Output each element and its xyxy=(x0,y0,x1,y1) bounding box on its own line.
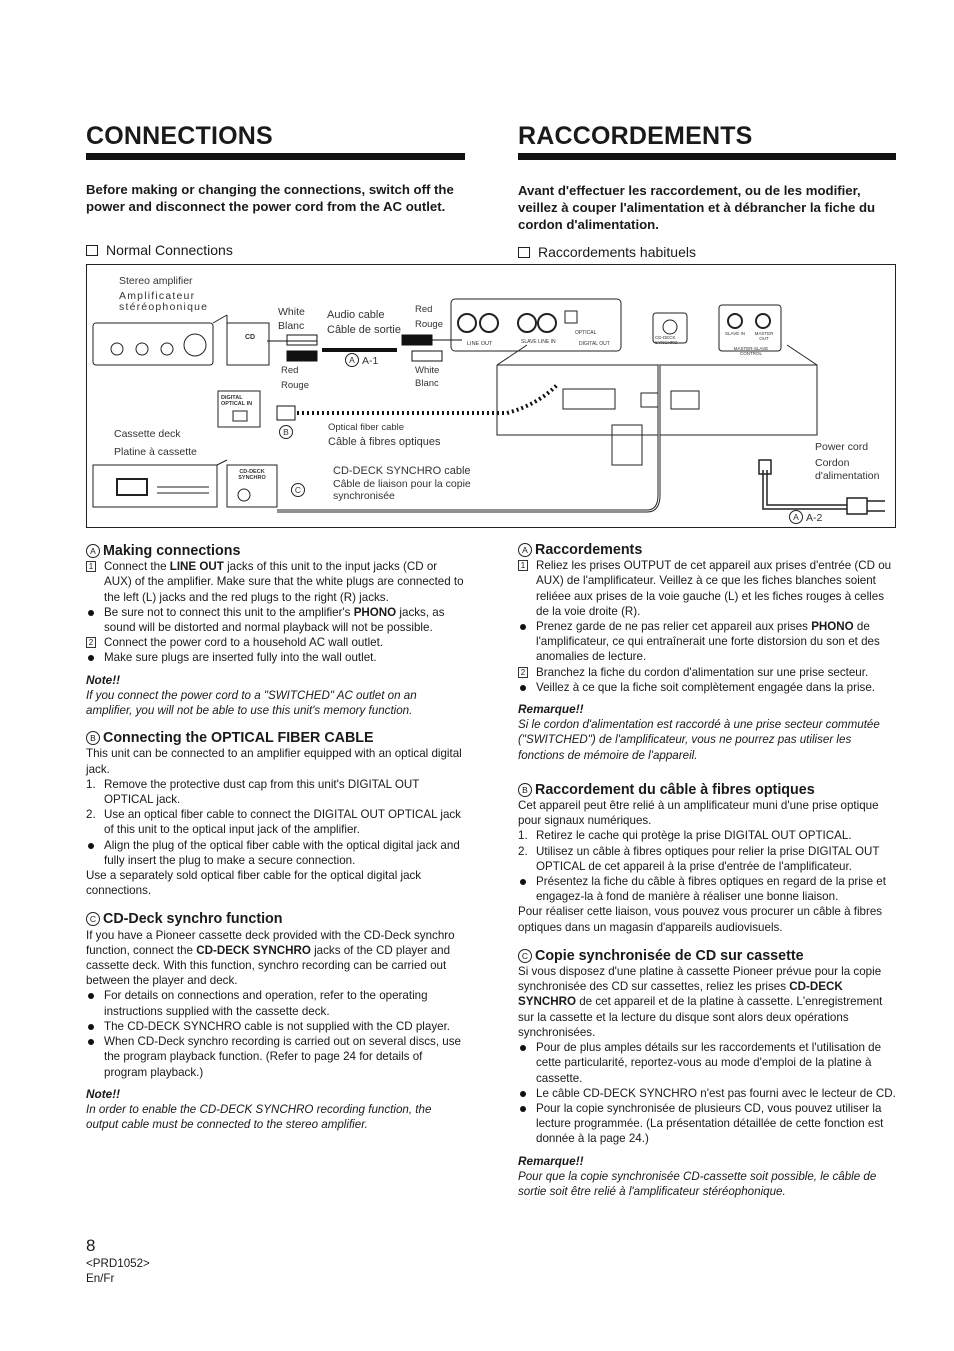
text: Le câble CD-DECK SYNCHRO n'est pas fourni avec le lecteur de CD. xyxy=(536,1086,896,1100)
bullet-icon xyxy=(88,1039,94,1045)
step-number: 1. xyxy=(518,829,528,843)
red-label-fr: Rouge xyxy=(415,319,443,330)
left-sec-a-heading xyxy=(86,544,466,559)
right-subhead xyxy=(518,244,696,260)
power-cord-label-fr: Cordon d'alimentation xyxy=(815,457,880,482)
master-slave-control-label: MASTER-SLAVE CONTROL xyxy=(733,346,769,356)
text: If you have a Pioneer cassette deck provided with the CD-Deck synchro function, connect the xyxy=(86,928,455,957)
list-item xyxy=(518,665,896,680)
emphasis-text: CD-DECK SYNCHRO xyxy=(518,980,843,1009)
left-sec-b-tail: Use a separately sold optical fiber cable for the optical digital jack connections. xyxy=(86,869,422,898)
text: Utilisez un câble à fibres optiques pour relier la prise DIGITAL OUT OPTICAL de cet appareil à la prise d'entrée de l'amplificateur. xyxy=(536,844,880,873)
text: Reliez les prises OUTPUT de cet appareil aux prises d'entrée (CD ou AUX) de l'amplificateur. Veillez à ce que les fiches blanches soient reliéee aux prises de la voie gauche (L) et les fiches rouges à celles de la voie droite (R). xyxy=(536,559,892,618)
white2-label-fr: Blanc xyxy=(415,378,439,389)
right-note-a-heading: Remarque!! xyxy=(518,702,584,717)
bullet-icon xyxy=(88,1024,94,1030)
checkbox-square-icon xyxy=(86,245,98,256)
slave-line-in-label: SLAVE LINE IN xyxy=(521,339,556,345)
cassette-deck-drawing xyxy=(93,460,277,507)
language-tag: En/Fr xyxy=(86,1272,115,1285)
right-note-c-text: Pour que la copie synchronisée CD-cassette soit possible, le câble de sortie soit être relié à l'amplificateur stéréophonique. xyxy=(518,1169,877,1198)
synchro-cable-label-en: CD-DECK SYNCHRO cable xyxy=(333,465,471,477)
right-sec-c-heading xyxy=(518,949,896,964)
step-number-box: 1 xyxy=(518,560,528,571)
right-sec-c-lead xyxy=(518,964,896,1040)
marker-circle: C xyxy=(518,949,532,963)
left-note-c-text: In order to enable the CD-DECK SYNCHRO recording function, the output cable must be connected to the stereo amplifier. xyxy=(86,1102,432,1132)
text: For details on connections and operation, refer to the operating instructions supplied with the cassette deck. xyxy=(104,989,428,1018)
ref-b xyxy=(279,425,296,440)
left-intro: Before making or changing the connections, switch off the power and disconnect the power cord from the AC outlet. xyxy=(86,182,454,214)
amp-label-fr: Amplificateur stéréophonique xyxy=(119,290,209,313)
white2-label-en: White xyxy=(415,365,440,376)
ref-a2-circle: A xyxy=(789,510,803,524)
list-item xyxy=(86,635,466,650)
ref-a2 xyxy=(789,510,822,525)
text: Use an optical fiber cable to connect the DIGITAL OUT OPTICAL jack of this unit to the optical input jack of the amplifier. xyxy=(104,808,461,837)
doc-code: <PRD1052> xyxy=(86,1257,150,1270)
list-item xyxy=(518,874,896,904)
left-sec-a-list xyxy=(86,559,466,665)
text: When CD-Deck synchro recording is carried out on several discs, use the program playback function. (Refer to page 24 for details of program playback.) xyxy=(104,1035,461,1079)
list-item xyxy=(86,559,466,605)
marker-circle: A xyxy=(518,543,532,557)
emphasis-text: LINE OUT xyxy=(169,560,224,574)
right-body xyxy=(518,543,896,1199)
marker-circle: B xyxy=(518,783,532,797)
checkbox-square-icon xyxy=(518,247,530,258)
cddeck-synchro-jack-label: CD-DECK SYNCHRO xyxy=(238,469,266,481)
text: jacks of this unit to the input jacks (CD or AUX) of the amplifier. Make sure that the white plugs are connected to the left (L) jacks and the red plugs to the right (R) jacks. xyxy=(104,560,464,604)
bullet-icon xyxy=(88,843,94,849)
list-item xyxy=(518,844,896,874)
emphasis-text: PHONO xyxy=(811,620,854,634)
stereo-amplifier-drawing xyxy=(93,315,269,365)
bullet-icon xyxy=(88,993,94,999)
cd-jack-label: CD xyxy=(245,334,256,341)
slave-in-label: SLAVE IN xyxy=(725,331,745,336)
list-item xyxy=(518,680,896,695)
digital-out-label: DIGITAL OUT xyxy=(579,341,610,347)
cd-deck-synchro-panel-label: CD-DECK SYNCHRO xyxy=(655,335,678,345)
left-note-a-text: If you connect the power cord to a "SWITCHED" AC outlet on an amplifier, you will not be able to use this unit's memory function. xyxy=(86,688,417,718)
left-subhead-text: Normal Connections xyxy=(106,242,233,258)
list-item xyxy=(518,558,896,619)
right-sec-b-heading xyxy=(518,783,896,798)
list-item xyxy=(518,619,896,665)
left-sec-a-title: Making connections xyxy=(103,543,241,559)
text: The CD-DECK SYNCHRO cable is not supplied with the CD player. xyxy=(104,1019,451,1033)
white-label-fr: Blanc xyxy=(278,320,305,332)
text: Connect the power cord to a household AC wall outlet. xyxy=(104,636,384,650)
list-item xyxy=(86,777,466,807)
list-item xyxy=(518,828,896,843)
step-number-box: 1 xyxy=(86,561,96,572)
red2-label-en: Red xyxy=(281,365,299,376)
left-subhead xyxy=(86,242,233,258)
bullet-icon xyxy=(520,879,526,885)
right-title-rule xyxy=(518,153,896,160)
left-note-c-heading: Note!! xyxy=(86,1086,121,1101)
connection-diagram xyxy=(86,264,896,528)
right-sec-b-lead: Cet appareil peut être relié à un amplificateur muni d'une prise optique pour signaux numériques. xyxy=(518,799,879,828)
right-sec-a-list xyxy=(518,558,896,695)
master-out-label: MASTER OUT xyxy=(754,331,774,341)
ref-b-circle: B xyxy=(279,425,293,439)
text: Prenez garde de ne pas relier cet appareil aux prises xyxy=(536,620,812,634)
text: Pour la copie synchronisée de plusieurs CD, vous pouvez utiliser la lecture programmée. (La présentation détaillée de cette fonction est donnée à la page 24.) xyxy=(536,1101,884,1146)
step-number: 1. xyxy=(86,777,96,791)
text: Si vous disposez d'une platine à cassette Pioneer prévue pour la copie synchronisée des CD sur cassettes, reliez les prises xyxy=(518,965,882,994)
bullet-icon xyxy=(520,1106,526,1112)
text: de l'amplificateur, ce qui entraînerait une forte distorsion du son et des anomalies de lecture. xyxy=(536,620,880,664)
right-note-c-heading: Remarque!! xyxy=(518,1153,584,1168)
text: Branchez la fiche du cordon d'alimentation sur une prise secteur. xyxy=(536,665,869,679)
cassette-label-en: Cassette deck xyxy=(114,428,181,440)
step-number: 2. xyxy=(86,808,96,822)
right-sec-a-heading xyxy=(518,543,896,558)
ref-a2-text: A-2 xyxy=(806,512,823,524)
marker-circle: A xyxy=(86,544,100,558)
step-number-box: 2 xyxy=(86,637,96,648)
emphasis-text: CD-DECK SYNCHRO xyxy=(196,943,311,957)
audio-cable-label-fr: Câble de sortie xyxy=(327,324,401,336)
list-item xyxy=(86,605,466,635)
page-footer xyxy=(86,1236,150,1286)
left-note-a-heading: Note!! xyxy=(86,672,121,687)
bullet-icon xyxy=(520,685,526,691)
text: Présentez la fiche du câble à fibres optiques en regard de la prise et engagez-la à fond de manière à réaliser une bonne liaison. xyxy=(536,875,886,904)
line-out-label: LINE OUT xyxy=(467,341,493,347)
text: Veillez à ce que la fiche soit complètement engagée dans la prise. xyxy=(536,680,876,694)
list-item xyxy=(518,1040,896,1086)
right-sec-c-list xyxy=(518,1040,896,1146)
right-title: RACCORDEMENTS xyxy=(518,122,753,150)
right-sec-c-title: Copie synchronisée de CD sur cassette xyxy=(535,947,804,964)
amp-label-en: Stereo amplifier xyxy=(119,275,193,287)
text: Connect the xyxy=(104,560,170,574)
bullet-icon xyxy=(88,610,94,616)
right-sec-a-title: Raccordements xyxy=(535,542,643,558)
audio-cable-label-en: Audio cable xyxy=(327,309,385,321)
right-intro: Avant d'effectuer les raccordement, ou de les modifier, veillez à couper l'alimentation et à débrancher la fiche du cordon d'alimentation. xyxy=(518,183,876,232)
text: jacks of the CD player and cassette deck. With this function, synchro recording can be carried out between the player and deck. xyxy=(86,943,451,988)
ref-a1-circle: A xyxy=(345,353,359,367)
left-title-rule xyxy=(86,153,465,160)
cd-player-rear-panel xyxy=(451,299,817,465)
left-sec-b-list xyxy=(86,777,466,868)
bullet-icon xyxy=(88,655,94,661)
list-item xyxy=(86,838,466,868)
marker-circle: C xyxy=(86,912,100,926)
list-item xyxy=(86,807,466,837)
ref-a1 xyxy=(345,353,378,368)
right-sec-b-tail: Pour réaliser cette liaison, vous pouvez vous procurer un câble à fibres optiques dans un magasin d'appareils audiovisuels. xyxy=(518,905,883,934)
digital-optical-in-label: DIGITAL OPTICAL IN xyxy=(221,395,253,407)
left-sec-c-title: CD-Deck synchro function xyxy=(103,911,283,928)
red2-label-fr: Rouge xyxy=(281,380,309,391)
step-number: 2. xyxy=(518,844,528,858)
cassette-label-fr: Platine à cassette xyxy=(114,446,197,458)
text: jacks, as sound will be distorted and normal playback will not be possible. xyxy=(104,605,445,635)
left-sec-c-list xyxy=(86,988,466,1079)
ref-c xyxy=(291,483,308,498)
ref-c-circle: C xyxy=(291,483,305,497)
bullet-icon xyxy=(520,1045,526,1051)
text: Make sure plugs are inserted fully into the wall outlet. xyxy=(104,651,377,665)
power-cord-label-en: Power cord xyxy=(815,441,869,453)
left-sec-b-lead: This unit can be connected to an amplifier equipped with an optical digital jack. xyxy=(86,747,462,776)
list-item xyxy=(86,988,466,1018)
right-sec-b-list xyxy=(518,828,896,904)
left-title: CONNECTIONS xyxy=(86,122,273,150)
step-number-box: 2 xyxy=(518,667,528,678)
left-body xyxy=(86,544,466,1132)
text: Be sure not to connect this unit to the amplifier's xyxy=(104,605,354,619)
white-label-en: White xyxy=(278,306,305,318)
optical-cable-label-fr: Câble à fibres optiques xyxy=(328,436,441,448)
ref-a1-text: A-1 xyxy=(362,355,379,367)
left-sec-c-lead xyxy=(86,928,466,989)
bullet-icon xyxy=(520,624,526,630)
list-item xyxy=(86,1034,466,1080)
text: Align the plug of the optical fiber cable with the optical digital jack and fully insert the plug to make a secure connection. xyxy=(104,838,460,867)
list-item xyxy=(518,1086,896,1101)
emphasis-text: PHONO xyxy=(353,605,397,619)
right-note-a-text: Si le cordon d'alimentation est raccordé à une prise secteur commutée ("SWITCHED") de l'amplificateur, vous ne pourrez pas utiliser les fonctions de mémoire de l'appareil. xyxy=(518,718,880,762)
bullet-icon xyxy=(520,1091,526,1097)
list-item xyxy=(518,1101,896,1147)
text: Pour de plus amples détails sur les raccordements et l'utilisation de cette particularité, reportez-vous au mode d'emploi de la platine à cassette. xyxy=(536,1041,882,1085)
list-item xyxy=(86,1019,466,1034)
page-number: 8 xyxy=(86,1236,96,1255)
left-sec-b-title: Connecting the OPTICAL FIBER CABLE xyxy=(103,730,374,747)
optical-cable-label-en: Optical fiber cable xyxy=(328,422,405,433)
text: Remove the protective dust cap from this unit's DIGITAL OUT OPTICAL jack. xyxy=(104,777,420,807)
text: Retirez le cache qui protège la prise DIGITAL OUT OPTICAL. xyxy=(536,829,852,843)
left-sec-b-heading xyxy=(86,731,466,746)
list-item xyxy=(86,650,466,665)
synchro-cable-label-fr: Câble de liaison pour la copie synchronisée xyxy=(333,478,471,502)
optical-label: OPTICAL xyxy=(575,330,597,336)
marker-circle: B xyxy=(86,731,100,745)
right-subhead-text: Raccordements habituels xyxy=(538,244,696,260)
text: de cet appareil et de la platine à cassette. L'enregistrement sur la cassette et la lecture du disque sont alors deux opérations synchronisées. xyxy=(518,995,883,1039)
left-sec-c-heading xyxy=(86,912,466,927)
red-label-en: Red xyxy=(415,304,433,315)
right-sec-b-title: Raccordement du câble à fibres optiques xyxy=(535,781,815,798)
